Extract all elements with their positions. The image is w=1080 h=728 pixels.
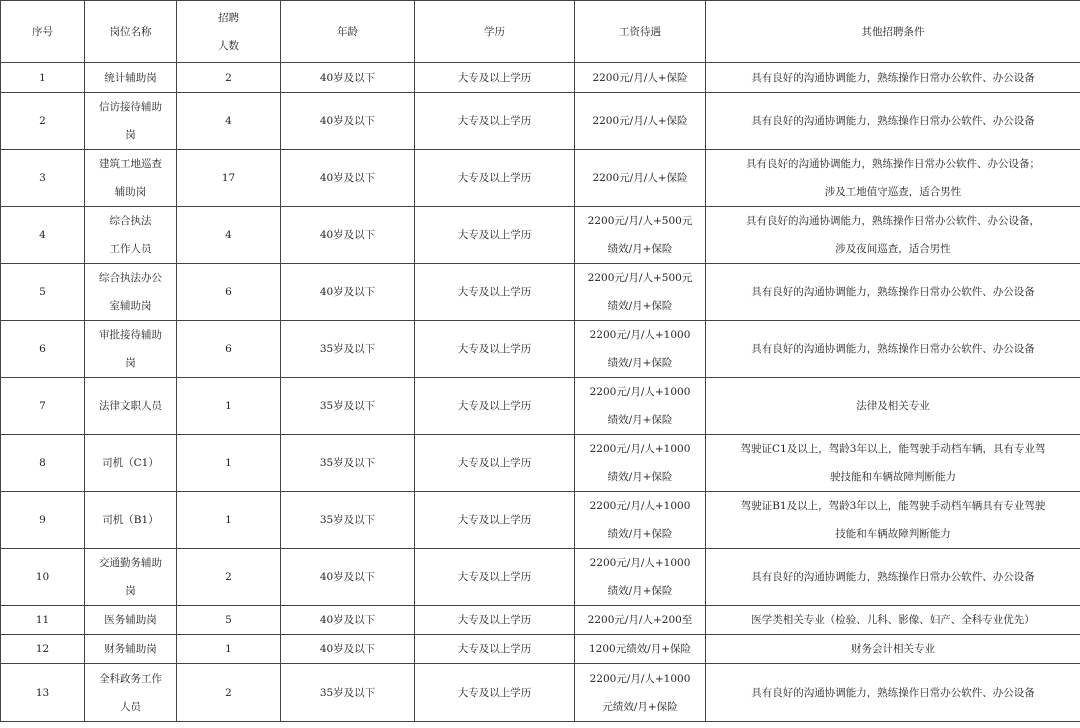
cell-age: 40岁及以下 [281, 264, 415, 321]
table-row [1, 264, 1080, 321]
cell-salary: 2200元/月/人+保险 [575, 150, 706, 207]
cell-position: 统计辅助岗 [85, 63, 177, 93]
cell-education: 大专及以上学历 [415, 492, 575, 549]
cell-count: 5 [177, 606, 281, 635]
cell-no: 13 [1, 664, 85, 722]
table-row [1, 63, 1080, 93]
cell-count: 17 [177, 150, 281, 207]
cell-salary: 2200元/月/人+200至 [575, 606, 706, 635]
cell-education: 大专及以上学历 [415, 63, 575, 93]
cell-count: 1 [177, 435, 281, 492]
cell-position: 司机（C1） [85, 435, 177, 492]
cell-count: 2 [177, 549, 281, 606]
cell-count: 2 [177, 63, 281, 93]
cell-education: 大专及以上学历 [415, 435, 575, 492]
header-education: 学历 [415, 1, 575, 63]
cell-education: 大专及以上学历 [415, 635, 575, 664]
cell-requirements: 法律及相关专业 [706, 378, 1080, 435]
cell-age: 35岁及以下 [281, 378, 415, 435]
cell-salary: 2200元/月/人+1000 绩效/月+保险 [575, 549, 706, 606]
cell-no: 9 [1, 492, 85, 549]
table-row [1, 435, 1080, 492]
cell-requirements: 具有良好的沟通协调能力，熟练操作日常办公软件、办公设备 [706, 321, 1080, 378]
cell-requirements: 具有良好的沟通协调能力，熟练操作日常办公软件、办公设备； 涉及工地值守巡查，适合男性 [706, 150, 1080, 207]
cell-position: 综合执法 工作人员 [85, 207, 177, 264]
cell-position: 法律文职人员 [85, 378, 177, 435]
cell-requirements: 具有良好的沟通协调能力，熟练操作日常办公软件、办公设备 [706, 664, 1080, 722]
cell-position: 医务辅助岗 [85, 606, 177, 635]
header-salary: 工资待遇 [575, 1, 706, 63]
cell-position: 财务辅助岗 [85, 635, 177, 664]
cell-education: 大专及以上学历 [415, 150, 575, 207]
cell-age: 35岁及以下 [281, 321, 415, 378]
cell-no: 3 [1, 150, 85, 207]
cell-no: 2 [1, 93, 85, 150]
cell-salary: 2200元/月/人+1000 绩效/月+保险 [575, 492, 706, 549]
cell-requirements: 具有良好的沟通协调能力，熟练操作日常办公软件、办公设备 [706, 549, 1080, 606]
cell-age: 35岁及以下 [281, 435, 415, 492]
cell-count: 2 [177, 664, 281, 722]
header-count: 招聘 人数 [177, 1, 281, 63]
cell-no: 8 [1, 435, 85, 492]
cell-salary: 2200元/月/人+1000 元绩效/月+保险 [575, 664, 706, 722]
cell-education: 大专及以上学历 [415, 378, 575, 435]
table-row [1, 321, 1080, 378]
cell-salary: 1200元绩效/月+保险 [575, 635, 706, 664]
cell-age: 40岁及以下 [281, 207, 415, 264]
cell-requirements: 财务会计相关专业 [706, 635, 1080, 664]
cell-salary: 2200元/月/人+500元 绩效/月+保险 [575, 264, 706, 321]
cell-position: 司机（B1） [85, 492, 177, 549]
cell-position: 建筑工地巡查 辅助岗 [85, 150, 177, 207]
header-requirements: 其他招聘条件 [706, 1, 1080, 63]
cell-no: 1 [1, 63, 85, 93]
cell-age: 40岁及以下 [281, 63, 415, 93]
cell-requirements: 具有良好的沟通协调能力，熟练操作日常办公软件、办公设备 [706, 93, 1080, 150]
cell-age: 35岁及以下 [281, 664, 415, 722]
cell-age: 40岁及以下 [281, 549, 415, 606]
cell-requirements: 具有良好的沟通协调能力，熟练操作日常办公软件、办公设备， 涉及夜间巡查，适合男性 [706, 207, 1080, 264]
cell-no: 7 [1, 378, 85, 435]
cell-age: 40岁及以下 [281, 93, 415, 150]
cell-requirements: 具有良好的沟通协调能力，熟练操作日常办公软件、办公设备 [706, 264, 1080, 321]
cell-age: 40岁及以下 [281, 635, 415, 664]
header-no: 序号 [1, 1, 85, 63]
header-age: 年龄 [281, 1, 415, 63]
table-row [1, 150, 1080, 207]
cell-education: 大专及以上学历 [415, 664, 575, 722]
table-row [1, 635, 1080, 664]
cell-age: 35岁及以下 [281, 492, 415, 549]
cell-requirements: 医学类相关专业（检验、儿科、影像、妇产、全科专业优先） [706, 606, 1080, 635]
cell-count: 6 [177, 321, 281, 378]
cell-count: 6 [177, 264, 281, 321]
table-row [1, 207, 1080, 264]
cell-no: 6 [1, 321, 85, 378]
cell-education: 大专及以上学历 [415, 93, 575, 150]
cell-count: 4 [177, 93, 281, 150]
cell-requirements: 具有良好的沟通协调能力，熟练操作日常办公软件、办公设备 [706, 63, 1080, 93]
table-row [1, 549, 1080, 606]
table-row [1, 93, 1080, 150]
header-position: 岗位名称 [85, 1, 177, 63]
cell-position: 综合执法办公 室辅助岗 [85, 264, 177, 321]
table-row [1, 492, 1080, 549]
cell-education: 大专及以上学历 [415, 207, 575, 264]
table-row [1, 664, 1080, 722]
cell-position: 交通勤务辅助 岗 [85, 549, 177, 606]
cell-salary: 2200元/月/人+保险 [575, 63, 706, 93]
cell-no: 11 [1, 606, 85, 635]
cell-education: 大专及以上学历 [415, 606, 575, 635]
cell-position: 审批接待辅助 岗 [85, 321, 177, 378]
cell-count: 1 [177, 635, 281, 664]
cell-no: 5 [1, 264, 85, 321]
cell-salary: 2200元/月/人+1000 绩效/月+保险 [575, 378, 706, 435]
cell-count: 1 [177, 378, 281, 435]
cell-salary: 2200元/月/人+500元 绩效/月+保险 [575, 207, 706, 264]
cell-requirements: 驾驶证C1及以上，驾龄3年以上，能驾驶手动档车辆，具有专业驾 驶技能和车辆故障判断能力 [706, 435, 1080, 492]
cell-no: 12 [1, 635, 85, 664]
table-row [1, 606, 1080, 635]
cell-count: 4 [177, 207, 281, 264]
cell-salary: 2200元/月/人+保险 [575, 93, 706, 150]
cell-position: 信访接待辅助 岗 [85, 93, 177, 150]
header-row [1, 1, 1080, 63]
cell-education: 大专及以上学历 [415, 321, 575, 378]
cell-no: 4 [1, 207, 85, 264]
cell-position: 全科政务工作 人员 [85, 664, 177, 722]
cell-requirements: 驾驶证B1及以上，驾龄3年以上，能驾驶手动档车辆具有专业驾驶 技能和车辆故障判断能力 [706, 492, 1080, 549]
cell-age: 40岁及以下 [281, 150, 415, 207]
cell-education: 大专及以上学历 [415, 264, 575, 321]
cell-salary: 2200元/月/人+1000 绩效/月+保险 [575, 435, 706, 492]
cell-age: 40岁及以下 [281, 606, 415, 635]
cell-education: 大专及以上学历 [415, 549, 575, 606]
cell-count: 1 [177, 492, 281, 549]
cell-salary: 2200元/月/人+1000 绩效/月+保险 [575, 321, 706, 378]
table-row [1, 378, 1080, 435]
cell-no: 10 [1, 549, 85, 606]
